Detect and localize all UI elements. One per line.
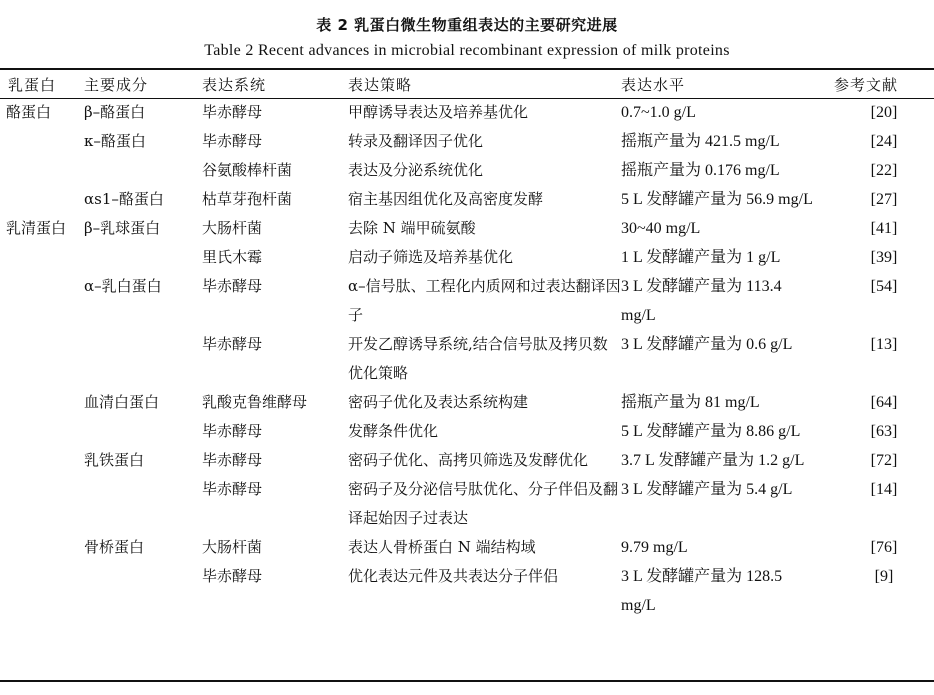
cell-milk-protein: [0, 243, 84, 272]
cell-expression-system: 里氏木霉: [202, 248, 263, 266]
cell-milk-protein: [0, 127, 84, 156]
cell-expression-system: 毕赤酵母: [202, 132, 263, 150]
cell-expression-strategy: 甲醇诱导表达及培养基优化: [348, 103, 529, 121]
header-expression-level: 表达水平: [621, 75, 686, 94]
cell-expression-strategy: 表达及分泌系统优化: [348, 161, 484, 179]
table-row: [0, 475, 934, 533]
cell-expression-level: 3 L 发酵罐产量为 113.4 mg/L: [621, 278, 782, 324]
table-row: [0, 127, 934, 156]
table-row: [0, 98, 934, 127]
header-expression-strategy: 表达策略: [348, 75, 413, 94]
cell-main-component: 乳铁蛋白: [84, 451, 145, 469]
cell-main-component: [84, 243, 202, 272]
cell-reference: [72]: [870, 452, 898, 469]
cell-expression-system: 毕赤酵母: [202, 277, 263, 295]
table-body: [0, 98, 934, 620]
table-header-row: [0, 70, 934, 98]
table-bottom-rule: [0, 680, 934, 682]
cell-milk-protein: [0, 533, 84, 562]
cell-expression-level: 3 L 发酵罐产量为 0.6 g/L: [621, 336, 793, 353]
cell-milk-protein: 乳清蛋白: [6, 219, 67, 237]
cell-expression-system: 毕赤酵母: [202, 567, 263, 585]
cell-reference: [27]: [870, 191, 898, 208]
table-row: [0, 272, 934, 330]
cell-milk-protein: [0, 156, 84, 185]
table-row: [0, 330, 934, 388]
cell-main-component: [84, 156, 202, 185]
cell-expression-strategy: 密码子优化、高拷贝筛选及发酵优化: [348, 451, 589, 469]
cell-main-component: κ–酪蛋白: [84, 132, 146, 150]
cell-expression-level: 0.7~1.0 g/L: [621, 104, 696, 121]
cell-expression-strategy: 启动子筛选及培养基优化: [348, 248, 514, 266]
table-row: [0, 388, 934, 417]
cell-expression-strategy: 转录及翻译因子优化: [348, 132, 484, 150]
cell-expression-strategy: 优化表达元件及共表达分子伴侣: [348, 567, 559, 585]
cell-expression-level: 摇瓶产量为 81 mg/L: [621, 394, 760, 411]
cell-milk-protein: [0, 185, 84, 214]
cell-expression-system: 乳酸克鲁维酵母: [202, 393, 308, 411]
cell-expression-strategy: 密码子优化及表达系统构建: [348, 393, 529, 411]
cell-expression-system: 毕赤酵母: [202, 451, 263, 469]
cell-expression-strategy: α–信号肽、工程化内质网和过表达翻译因子: [348, 277, 621, 324]
cell-expression-level: 3 L 发酵罐产量为 128.5 mg/L: [621, 568, 783, 614]
table-row: [0, 243, 934, 272]
cell-expression-system: 大肠杆菌: [202, 538, 263, 556]
cell-main-component: 骨桥蛋白: [84, 538, 145, 556]
cell-reference: [24]: [870, 133, 898, 150]
cell-milk-protein: [0, 562, 84, 620]
cell-reference: [39]: [870, 249, 898, 266]
cell-expression-strategy: 发酵条件优化: [348, 422, 439, 440]
cell-reference: [64]: [870, 394, 898, 411]
cell-expression-strategy: 密码子及分泌信号肽优化、分子伴侣及翻译起始因子过表达: [348, 480, 619, 527]
cell-reference: [20]: [870, 104, 898, 121]
cell-expression-system: 大肠杆菌: [202, 219, 263, 237]
cell-expression-strategy: 宿主基因组优化及高密度发酵: [348, 190, 544, 208]
cell-milk-protein: [0, 446, 84, 475]
cell-expression-system: 毕赤酵母: [202, 480, 263, 498]
cell-main-component: αs1–酪蛋白: [84, 190, 164, 208]
cell-reference: [54]: [870, 278, 898, 295]
cell-expression-system: 毕赤酵母: [202, 335, 263, 353]
cell-milk-protein: [0, 330, 84, 388]
cell-main-component: [84, 562, 202, 620]
header-reference: 参考文献: [834, 75, 899, 94]
cell-expression-system: 毕赤酵母: [202, 103, 263, 121]
table-row: [0, 214, 934, 243]
cell-milk-protein: [0, 475, 84, 533]
cell-milk-protein: [0, 388, 84, 417]
cell-reference: [63]: [870, 423, 898, 440]
cell-expression-level: 5 L 发酵罐产量为 56.9 mg/L: [621, 191, 813, 208]
table-row: [0, 185, 934, 214]
cell-expression-level: 5 L 发酵罐产量为 8.86 g/L: [621, 423, 801, 440]
cell-expression-level: 摇瓶产量为 421.5 mg/L: [621, 133, 780, 150]
cell-expression-level: 30~40 mg/L: [621, 220, 701, 237]
cell-expression-system: 谷氨酸棒杆菌: [202, 161, 293, 179]
cell-main-component: β–乳球蛋白: [84, 219, 161, 237]
cell-expression-strategy: 开发乙醇诱导系统,结合信号肽及拷贝数优化策略: [348, 335, 608, 382]
cell-reference: [13]: [870, 336, 898, 353]
cell-main-component: [84, 475, 202, 533]
cell-expression-strategy: 表达人骨桥蛋白 N 端结构域: [348, 538, 536, 556]
table-row: [0, 562, 934, 620]
cell-main-component: [84, 330, 202, 388]
table-row: [0, 417, 934, 446]
table-row: [0, 156, 934, 185]
header-main-component: 主要成分: [84, 75, 149, 94]
cell-expression-level: 3 L 发酵罐产量为 5.4 g/L: [621, 481, 793, 498]
header-milk-protein: 乳蛋白: [8, 75, 57, 94]
cell-milk-protein: [0, 272, 84, 330]
cell-reference: [76]: [870, 539, 898, 556]
cell-milk-protein: [0, 417, 84, 446]
cell-reference: [41]: [870, 220, 898, 237]
cell-expression-system: 毕赤酵母: [202, 422, 263, 440]
milk-protein-expression-table: [0, 70, 934, 620]
cell-expression-level: 9.79 mg/L: [621, 539, 688, 556]
cell-main-component: 血清白蛋白: [84, 393, 160, 411]
cell-main-component: α–乳白蛋白: [84, 277, 162, 295]
cell-expression-level: 3.7 L 发酵罐产量为 1.2 g/L: [621, 452, 805, 469]
cell-expression-system: 枯草芽孢杆菌: [202, 190, 293, 208]
cell-main-component: [84, 417, 202, 446]
header-expression-system: 表达系统: [202, 75, 267, 94]
cell-milk-protein: 酪蛋白: [6, 103, 52, 121]
cell-reference: [9]: [874, 568, 894, 585]
table-title-english: Table 2 Recent advances in microbial recombinant expression of milk proteins: [204, 42, 730, 59]
cell-main-component: β–酪蛋白: [84, 103, 146, 121]
table-row: [0, 533, 934, 562]
cell-reference: [22]: [870, 162, 898, 179]
table-row: [0, 446, 934, 475]
cell-expression-strategy: 去除 N 端甲硫氨酸: [348, 219, 476, 237]
cell-expression-level: 1 L 发酵罐产量为 1 g/L: [621, 249, 781, 266]
cell-expression-level: 摇瓶产量为 0.176 mg/L: [621, 162, 780, 179]
cell-reference: [14]: [870, 481, 898, 498]
table-title-chinese: 表 2 乳蛋白微生物重组表达的主要研究进展: [316, 16, 618, 34]
